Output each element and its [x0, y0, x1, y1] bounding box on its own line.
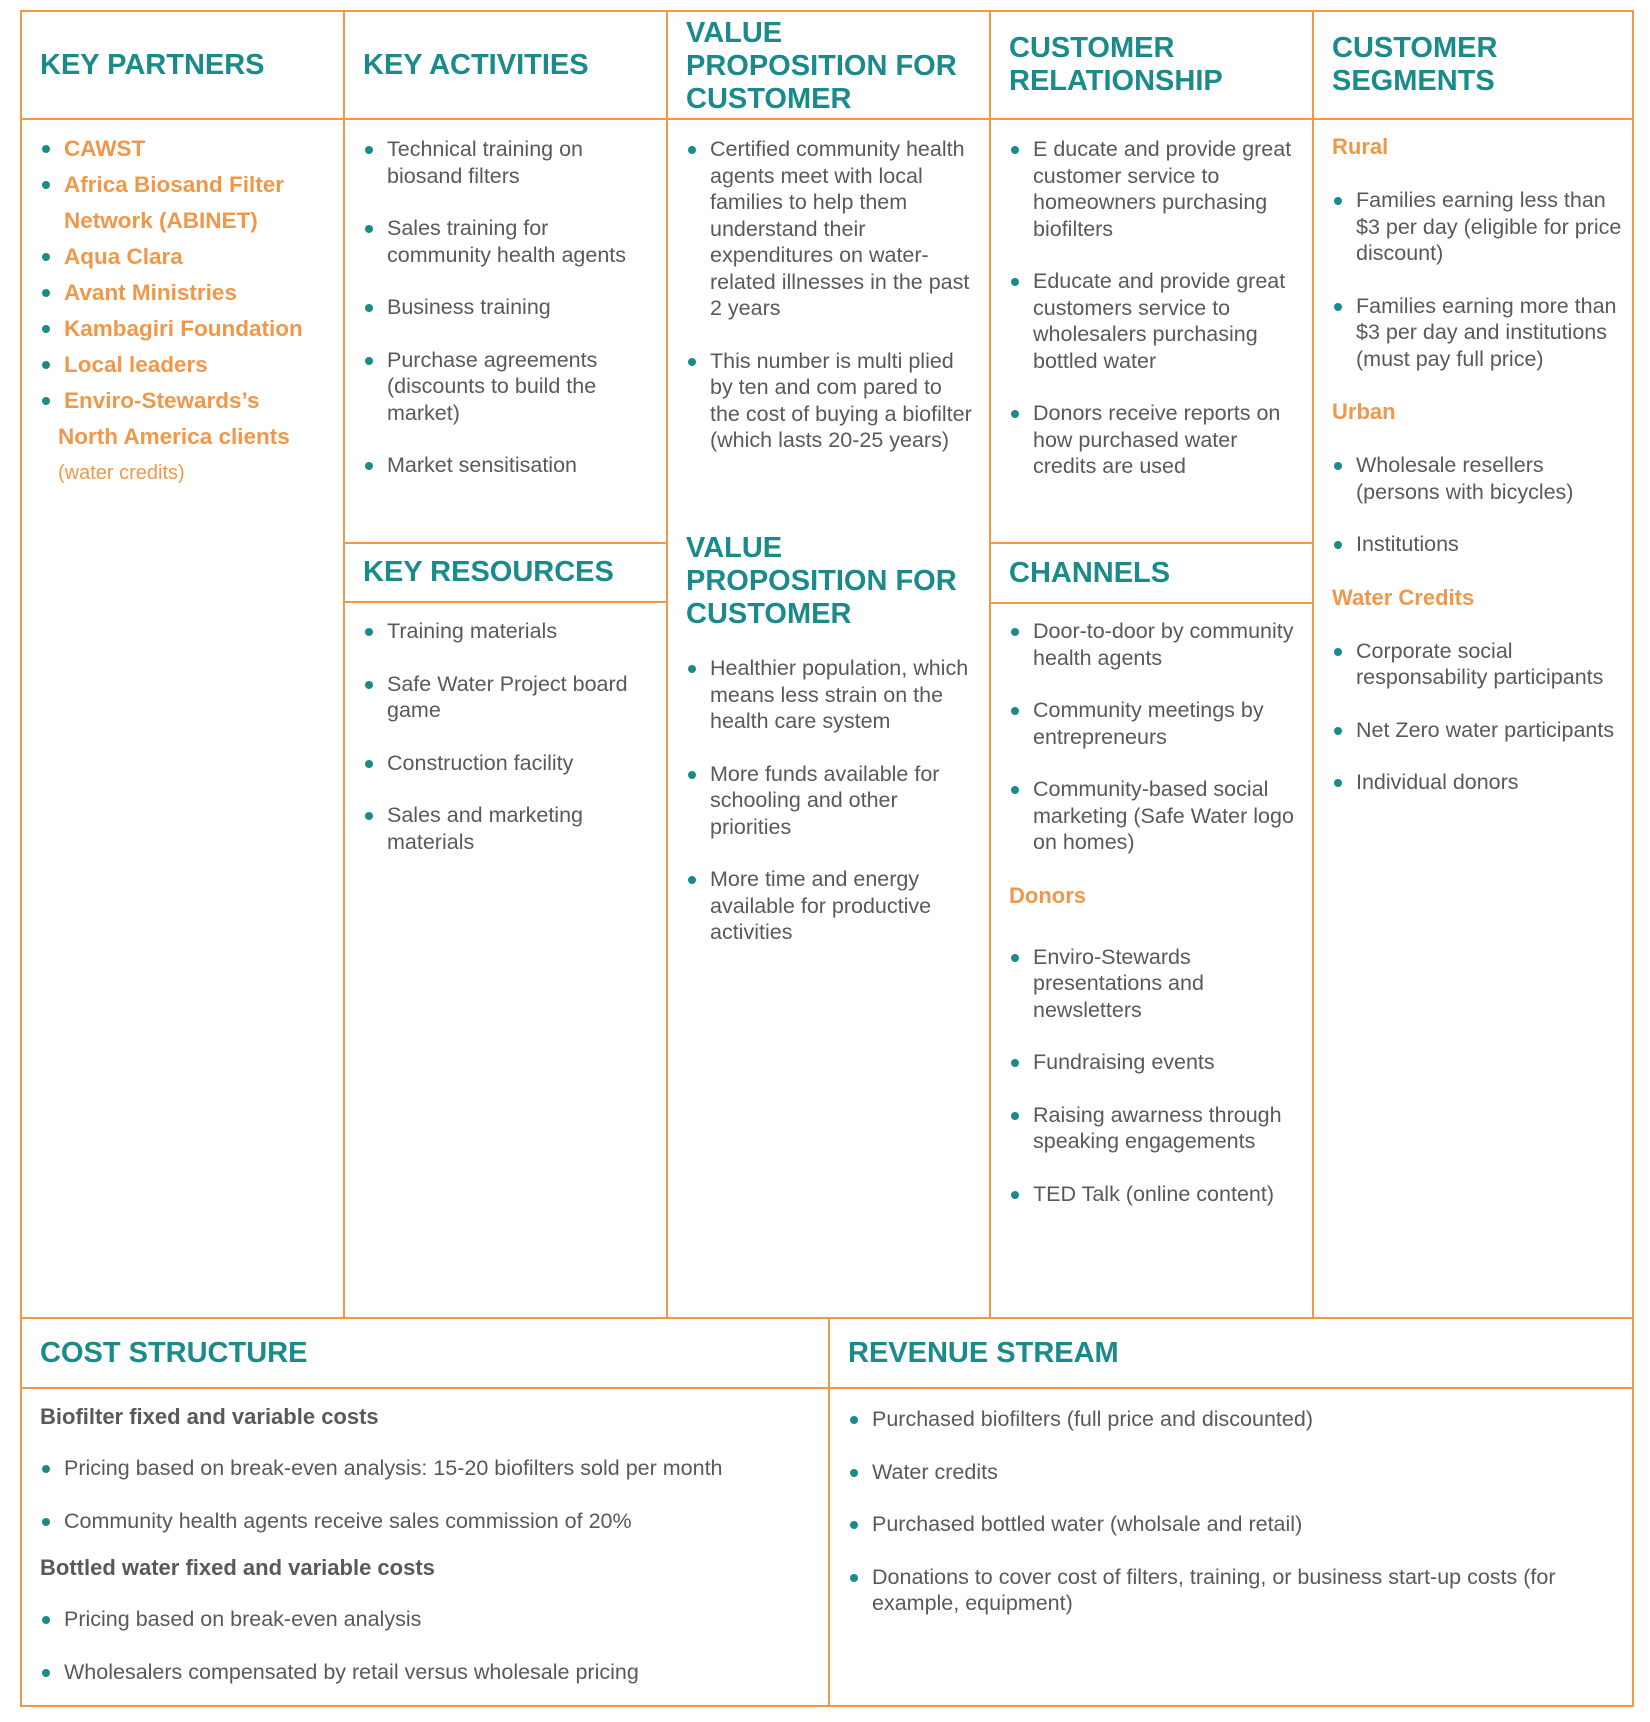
revenue-stream-title: [848, 1319, 1119, 1387]
list-item: Technical training on biosand filters: [363, 136, 633, 189]
list-item: Institutions: [1332, 531, 1622, 558]
list-item: Pricing based on break-even analysis: [40, 1606, 810, 1633]
list-item: This number is multi plied by ten and com pared to the cost of buying a biofilter (which lasts 20-25 years): [686, 348, 976, 454]
title-line: PROPOSITION FOR: [686, 564, 957, 597]
list-item: Door-to-door by community health agents: [1009, 618, 1299, 671]
list-item: Aqua Clara: [40, 239, 330, 275]
title-line: CUSTOMER: [1332, 32, 1498, 64]
title-line: CUSTOMER: [686, 82, 852, 115]
list-item: Corporate social responsability participants: [1332, 638, 1622, 691]
revenue-stream-title-text: REVENUE STREAM: [848, 1336, 1119, 1369]
list-item: Purchase agreements (discounts to build the market): [363, 347, 633, 427]
list-item: E ducate and provide great customer service to homeowners purchasing biofilters: [1009, 136, 1299, 242]
list-item: Families earning less than $3 per day (eligible for price discount): [1332, 187, 1622, 267]
key-activities-list: [363, 136, 633, 505]
title-line: SEGMENTS: [1332, 65, 1495, 97]
list-item: Community health agents receive sales commission of 20%: [40, 1508, 810, 1535]
value-proposition-2-list: [686, 655, 976, 972]
list-item: Market sensitisation: [363, 452, 633, 479]
list-item: Construction facility: [363, 750, 633, 777]
rural-label: Rural: [1332, 134, 1389, 159]
list-item: Business training: [363, 294, 633, 321]
list-item: Donors receive reports on how purchased water credits are used: [1009, 400, 1299, 480]
customer-relationship-list: [1009, 136, 1299, 506]
list-item: North America clients: [58, 424, 290, 449]
list-item: Safe Water Project board game: [363, 671, 633, 724]
divider: [666, 12, 668, 1319]
customer-segments-list: [1332, 133, 1622, 822]
list-item: Community meetings by entrepreneurs: [1009, 697, 1299, 750]
channels-title: [1009, 544, 1170, 602]
list-item: Pricing based on break-even analysis: 15-20 biofilters sold per month: [40, 1455, 810, 1482]
list-item: Raising awarness through speaking engagements: [1009, 1102, 1299, 1155]
divider: [22, 118, 1634, 120]
list-item: Healthier population, which means less strain on the health care system: [686, 655, 976, 735]
divider: [343, 12, 345, 1319]
business-model-canvas: [20, 10, 1634, 1707]
title-line: RELATIONSHIP: [1009, 65, 1223, 97]
list-item: Certified community health agents meet with local families to help them understand their expenditures on water-related illnesses in the past 2 years: [686, 136, 976, 322]
list-item: Individual donors: [1332, 769, 1622, 796]
value-proposition-list: [686, 136, 976, 480]
key-activities-title-text: KEY ACTIVITIES: [363, 48, 589, 81]
list-item: Wholesale resellers (persons with bicycles): [1332, 452, 1622, 505]
key-partners-list: [40, 131, 330, 491]
key-partners-title-text: KEY PARTNERS: [40, 48, 265, 81]
title-line: CUSTOMER: [686, 597, 852, 630]
title-line: CUSTOMER: [1009, 32, 1175, 64]
list-item: Purchased bottled water (wholsale and retail): [848, 1511, 1618, 1538]
list-item: Donations to cover cost of filters, training, or business start-up costs (for example, equipment): [848, 1564, 1618, 1617]
list-item: CAWST: [40, 131, 330, 167]
value-proposition-title: [686, 14, 957, 118]
cost-structure-title: [40, 1319, 307, 1387]
biofilter-costs-label: Biofilter fixed and variable costs: [40, 1404, 379, 1429]
list-item: TED Talk (online content): [1009, 1181, 1299, 1208]
list-item: (water credits): [58, 462, 185, 484]
donors-label: Donors: [1009, 882, 1086, 908]
divider: [828, 1317, 830, 1707]
divider: [343, 601, 668, 603]
list-item: Fundraising events: [1009, 1049, 1299, 1076]
list-item: Community-based social marketing (Safe Water logo on homes): [1009, 776, 1299, 856]
channels-title-text: CHANNELS: [1009, 556, 1171, 589]
urban-label: Urban: [1332, 399, 1396, 424]
divider: [989, 602, 1314, 604]
list-item: Educate and provide great customers service to wholesalers purchasing bottled water: [1009, 268, 1299, 374]
divider: [989, 12, 991, 1319]
channels-list: [1009, 618, 1299, 1233]
key-partners-title: [40, 12, 265, 118]
list-item: Water credits: [848, 1459, 1618, 1486]
list-item: More time and energy available for productive activities: [686, 866, 976, 946]
title-line: VALUE: [686, 531, 783, 564]
list-item: Africa Biosand Filter: [40, 167, 330, 203]
key-resources-list: [363, 618, 633, 881]
divider: [1312, 12, 1314, 1319]
list-item: Enviro-Stewards presentations and newsletters: [1009, 944, 1299, 1024]
water-credits-label: Water Credits: [1332, 584, 1475, 610]
cost-structure-title-text: COST STRUCTURE: [40, 1336, 308, 1369]
list-item: Enviro-Stewards’s: [40, 383, 330, 419]
list-item: Kambagiri Foundation: [40, 311, 330, 347]
list-item: Avant Ministries: [40, 275, 330, 311]
list-item: Sales and marketing materials: [363, 802, 633, 855]
key-resources-title: [363, 544, 614, 601]
cost-structure-list: [40, 1403, 810, 1711]
list-item: Families earning more than $3 per day and institutions (must pay full price): [1332, 293, 1622, 373]
key-activities-title: [363, 12, 589, 118]
list-item: More funds available for schooling and other priorities: [686, 761, 976, 841]
list-item: Purchased biofilters (full price and discounted): [848, 1406, 1618, 1433]
bottled-water-costs-label: Bottled water fixed and variable costs: [40, 1555, 435, 1580]
revenue-stream-list: [848, 1406, 1618, 1643]
title-line: PROPOSITION FOR: [686, 49, 957, 82]
list-item: Net Zero water participants: [1332, 717, 1622, 744]
list-item: Network (ABINET): [64, 208, 258, 233]
list-item: Local leaders: [40, 347, 330, 383]
value-proposition-2-title: [686, 528, 957, 634]
list-item: Wholesalers compensated by retail versus wholesale pricing: [40, 1659, 810, 1686]
list-item: Training materials: [363, 618, 633, 645]
customer-relationship-title: [1009, 12, 1223, 118]
title-line: VALUE: [686, 16, 783, 49]
list-item: Sales training for community health agents: [363, 215, 633, 268]
key-resources-title-text: KEY RESOURCES: [363, 556, 614, 588]
customer-segments-title: [1332, 12, 1497, 118]
